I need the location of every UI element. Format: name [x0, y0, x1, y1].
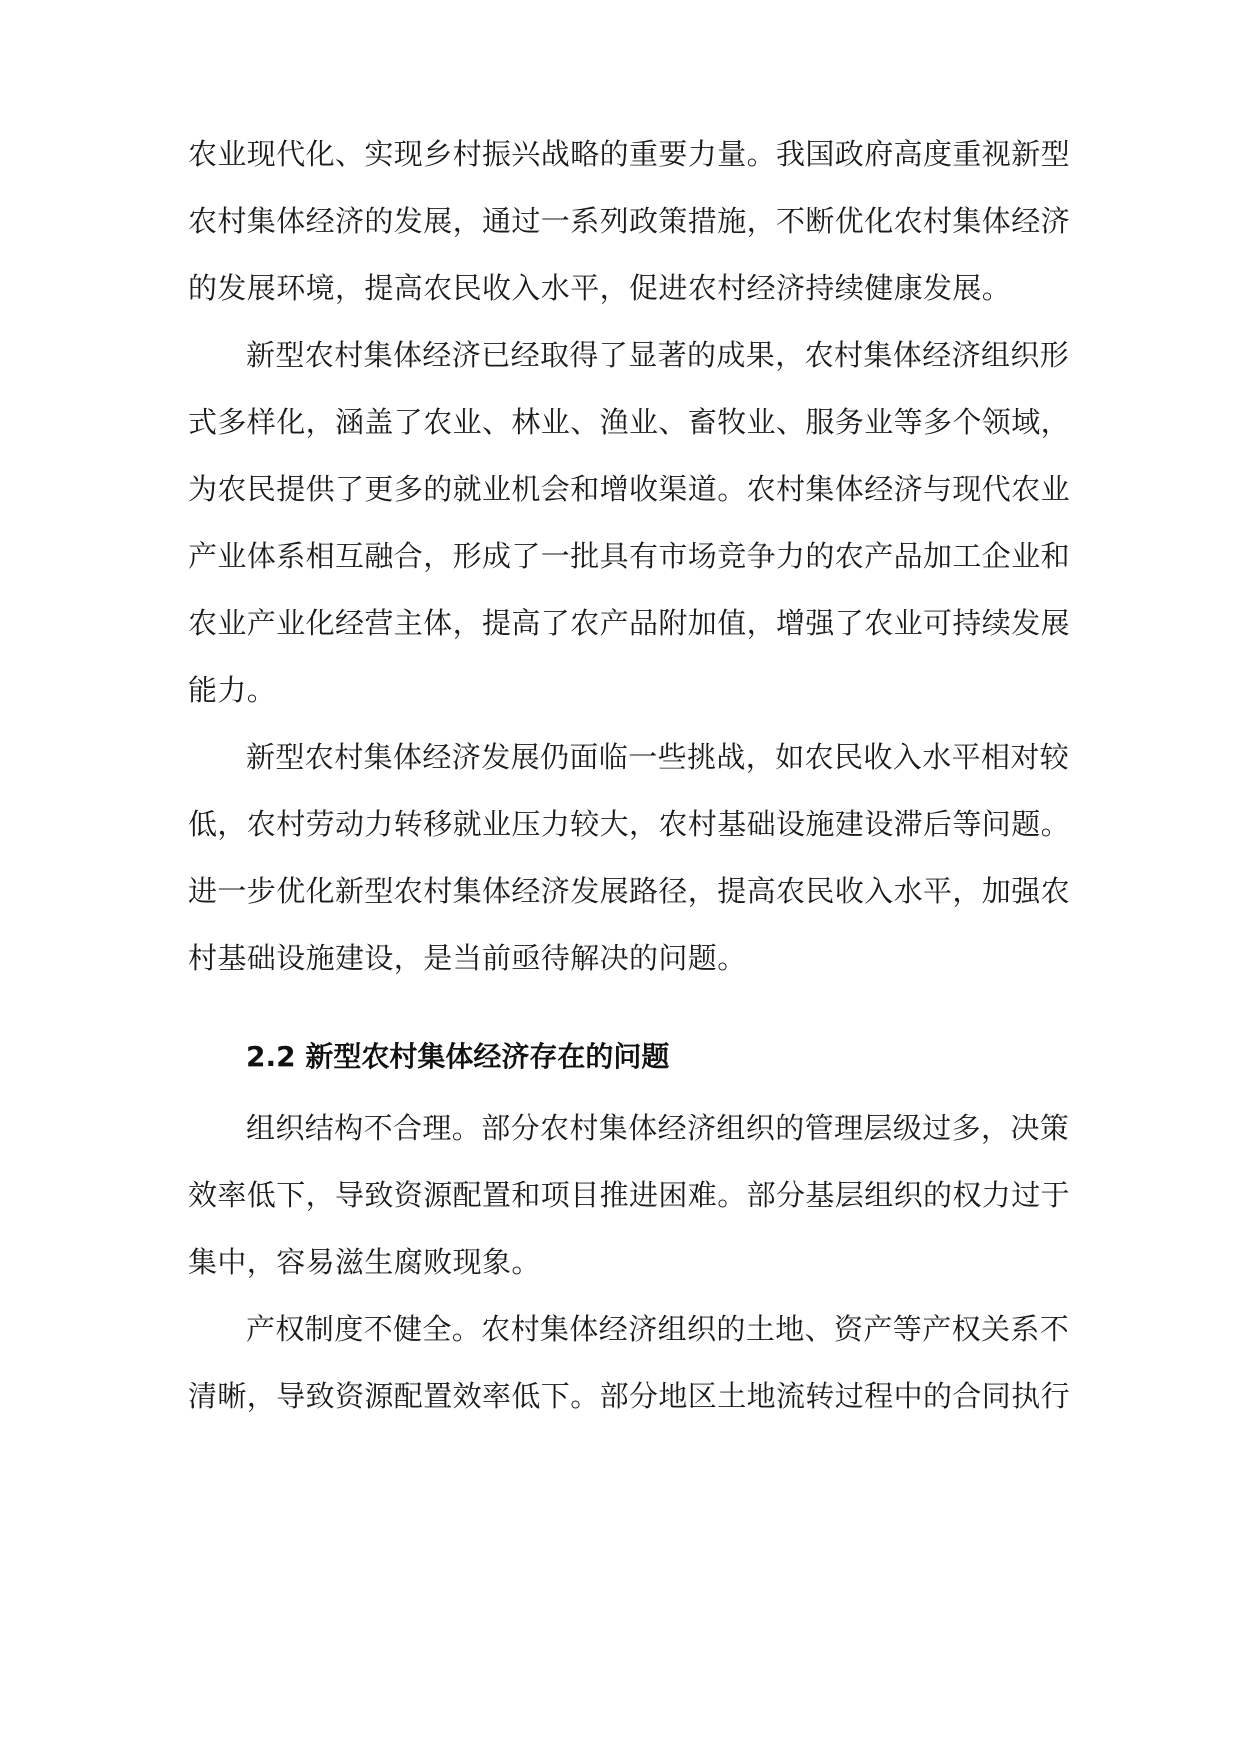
paragraph-line: 进一步优化新型农村集体经济发展路径，提高农民收入水平，加强农 [188, 874, 1071, 908]
section-heading: 2.2 新型农村集体经济存在的问题 [246, 1040, 670, 1073]
paragraph-line: 组织结构不合理。部分农村集体经济组织的管理层级过多，决策 [246, 1111, 1070, 1145]
paragraph-line: 产业体系相互融合，形成了一批具有市场竞争力的农产品加工企业和 [188, 539, 1071, 573]
paragraph-line: 清晰，导致资源配置效率低下。部分地区土地流转过程中的合同执行 [188, 1379, 1071, 1413]
paragraph-line: 能力。 [188, 673, 277, 707]
paragraph-line: 新型农村集体经济发展仍面临一些挑战，如农民收入水平相对较 [246, 740, 1070, 774]
paragraph-line: 为农民提供了更多的就业机会和增收渠道。农村集体经济与现代农业 [188, 472, 1071, 506]
paragraph-line: 低，农村劳动力转移就业压力较大，农村基础设施建设滞后等问题。 [188, 807, 1071, 841]
paragraph-line: 农村集体经济的发展，通过一系列政策措施，不断优化农村集体经济 [188, 204, 1071, 238]
paragraph-line: 产权制度不健全。农村集体经济组织的土地、资产等产权关系不 [246, 1312, 1070, 1346]
paragraph-line: 农业产业化经营主体，提高了农产品附加值，增强了农业可持续发展 [188, 606, 1071, 640]
paragraph-line: 式多样化，涵盖了农业、林业、渔业、畜牧业、服务业等多个领域， [188, 405, 1071, 439]
paragraph-line: 集中，容易滋生腐败现象。 [188, 1245, 541, 1279]
paragraph-line: 的发展环境，提高农民收入水平，促进农村经济持续健康发展。 [188, 271, 1012, 305]
paragraph-line: 村基础设施建设，是当前亟待解决的问题。 [188, 941, 747, 975]
paragraph-line: 农业现代化、实现乡村振兴战略的重要力量。我国政府高度重视新型 [188, 137, 1071, 171]
paragraph-line: 新型农村集体经济已经取得了显著的成果，农村集体经济组织形 [246, 338, 1070, 372]
paragraph-line: 效率低下，导致资源配置和项目推进困难。部分基层组织的权力过于 [188, 1178, 1071, 1212]
